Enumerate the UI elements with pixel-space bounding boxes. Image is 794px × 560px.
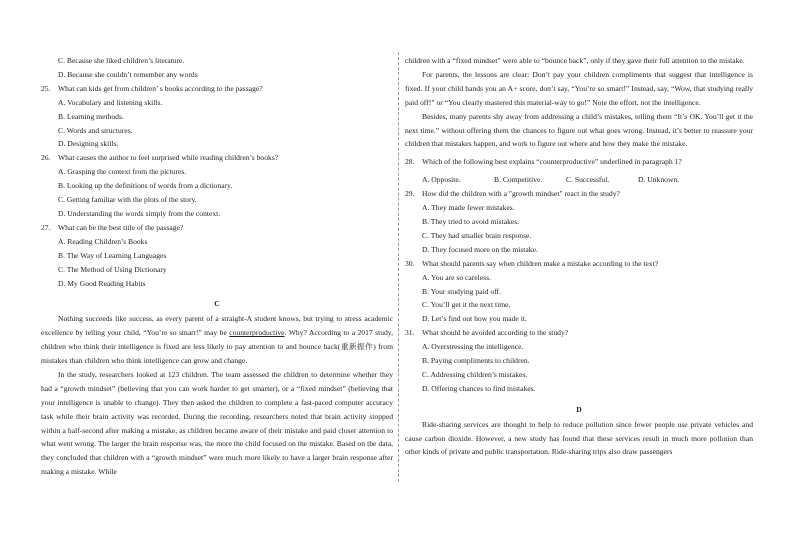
question-text: How did the children with a "growth mindset" react in the study? — [422, 189, 620, 199]
q30-option-d: D. Let’s find out how you made it. — [422, 314, 527, 324]
question-text: What causes the author to feel surprised while reading children’s books? — [58, 153, 279, 163]
question-27 — [41, 221, 393, 235]
question-number: 28. — [405, 157, 415, 167]
q28-option-b: B. Competitive. — [494, 175, 543, 185]
q31-option-c: C. Addressing children’s mistakes. — [422, 369, 528, 379]
q29-option-b: B. They tried to avoid mistakes. — [422, 216, 520, 226]
q27-option-d: D. My Good Reading Habits — [58, 278, 146, 288]
q24-option-c: C. Because she liked children’s literature. — [58, 56, 185, 65]
q25-option-c: C. Words and structures. — [58, 125, 133, 135]
passage-d-paragraph-1: Ride-sharing services are thought to help to reduce pollution since fewer people use private vehicles and cause carbon dioxide. However, a new study has found that these services result in much more pollution than other kinds of private and public transportation. Ride-sharing trips also draw passengers — [405, 419, 753, 457]
q31-option-d: D. Offering chances to find mistakes. — [422, 383, 536, 393]
q27-option-a: A. Reading Children’s Books — [58, 236, 148, 246]
question-text: What can kids get from children’ s books according to the passage? — [58, 83, 263, 93]
question-number: 30. — [405, 258, 415, 268]
question-number: 27. — [41, 222, 51, 232]
question-29 — [405, 187, 753, 201]
left-column — [41, 54, 393, 479]
q28-options-row — [405, 173, 753, 187]
question-text: What should parents say when children make a mistake according to the text? — [422, 258, 659, 268]
question-25 — [41, 82, 393, 96]
question-31 — [405, 326, 753, 340]
q28-option-c: C. Successful. — [566, 175, 610, 185]
question-number: 31. — [405, 328, 415, 338]
q29-option-d: D. They focused more on the mistake. — [422, 244, 538, 254]
q24-option-d: D. Because she couldn’t remember any words — [58, 69, 198, 79]
question-text: Which of the following best explains “counterproductive” underlined in paragraph 1? — [422, 157, 682, 167]
question-number: 26. — [41, 153, 51, 163]
q25-option-d: D. Designing skills. — [58, 139, 119, 149]
section-heading-c: C — [214, 299, 220, 309]
section-heading-d: D — [576, 404, 582, 414]
paragraph-text-start: Nothing succeeds like success, as every parent of a straight-A student knows, but trying to stress academic excellence by telling your child, “You’re so smart!” may be — [41, 314, 393, 338]
question-30 — [405, 257, 753, 271]
column-divider — [398, 52, 399, 482]
question-number: 25. — [41, 83, 51, 93]
passage-c-paragraph-2: In the study, researchers looked at 123 children. The team assessed the children to determine whether they had a “growth mindset” (believing that you can work harder to get smarter), or a “fixed mindset” (believing that your intelligence is unable to change). They then asked the children to complete a fast-paced computer accuracy task while their brain activity was recorded. During the recording, researchers noted that brain activity stopped within a half-second after making a mistake, as children became aware of their mistake and paid closer attention to what went wrong. The larger the brain response was, the more the child focused on the mistake. Based on the data, they concluded that children with a “growth mindset” were much more likely to have a larger brain response after making a mistake. While — [41, 369, 393, 477]
question-28 — [405, 155, 753, 169]
q27-option-b: B. The Way of Learning Languages — [58, 250, 167, 260]
q29-option-a: A. They made fewer mistakes. — [422, 203, 515, 213]
q26-option-c: C. Getting familiar with the plots of the story. — [58, 195, 197, 205]
q25-option-a: A. Vocabulary and listening skills. — [58, 97, 163, 107]
q26-option-b: B. Looking up the definitions of words from a dictionary. — [58, 181, 233, 191]
q30-option-b: B. Your studying paid off. — [422, 286, 501, 296]
question-number: 29. — [405, 189, 415, 199]
q30-option-a: A. You are so careless. — [422, 272, 491, 282]
question-26 — [41, 151, 393, 165]
right-column — [405, 54, 753, 459]
passage-c-paragraph-3: For parents, the lessons are clear: Don’t pay your children compliments that suggest that intelligence is fixed. If your child hands you an A+ score, don’t say, “You’re so smart!” Instead, say, “Wow, that studying really paid off!” or “You clearly mastered this material-way to go!” Note the effort, not the intelligence. — [405, 69, 753, 107]
q28-option-a: A. Opposite. — [422, 175, 461, 185]
q29-option-c: C. They had smaller brain response. — [422, 230, 532, 240]
q25-option-b: B. Learning methods. — [58, 111, 124, 121]
question-text: What should be avoided according to the study? — [422, 328, 569, 338]
q28-option-d: D. Unknown. — [638, 175, 680, 185]
passage-c-paragraph-2-continued: children with a “fixed mindset” were able to “bounce back”, only if they gave their full attention to the mistake. — [405, 56, 745, 65]
passage-c-paragraph-1 — [41, 312, 393, 368]
q26-option-a: A. Grasping the context from the pictures. — [58, 167, 187, 177]
q31-option-b: B. Paying compliments to children. — [422, 356, 530, 366]
paragraph-text-end: . Why? According to a 2017 study, children who think their intelligence is fixed are less likely to pay attention to and bounce back(重新振作) from mistakes than children who think intelligence can grow and change. — [41, 328, 393, 366]
question-text: What can be the best title of the passage? — [58, 222, 184, 232]
underlined-word: counterproductive — [229, 328, 285, 338]
q31-option-a: A. Overstressing the intelligence. — [422, 342, 524, 352]
q26-option-d: D. Understanding the words simply from the context. — [58, 208, 221, 218]
q30-option-c: C. You’ll get it the next time. — [422, 300, 511, 310]
q27-option-c: C. The Method of Using Dictionary — [58, 264, 167, 274]
passage-c-paragraph-4: Besides, many parents shy away from addressing a child’s mistakes, telling them “It’s OK. You’ll get it the next time.” without offering them the chances to figure out what goes wrong. Instead, it’s better to reassure your children that mistakes happen, and work to figure out where and how they make the mistake. — [405, 111, 753, 149]
